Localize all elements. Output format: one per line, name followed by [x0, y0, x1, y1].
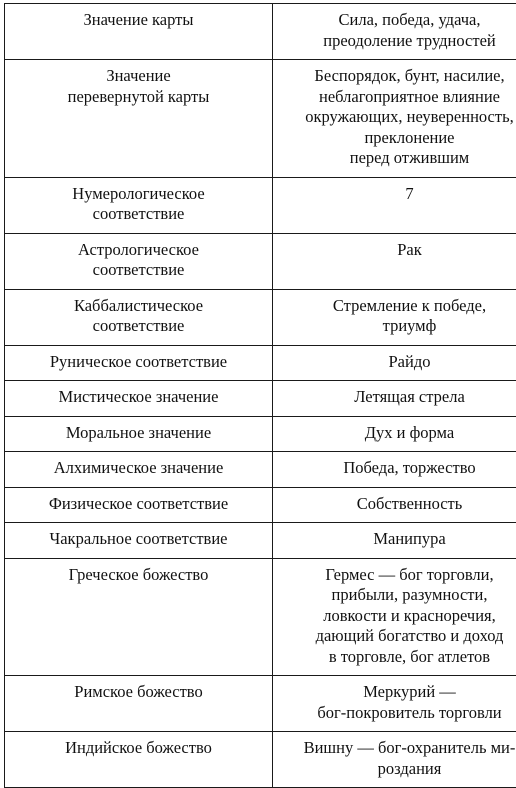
row-value: Сила, победа, удача, преодоление трудностей: [273, 4, 516, 60]
table-row: [5, 558, 516, 676]
table-row: [5, 452, 516, 488]
table-row: [5, 732, 516, 788]
row-label: Значение карты: [5, 4, 273, 60]
row-value: Меркурий — бог-покровитель торговли: [273, 676, 516, 732]
row-label: Астрологическое соответствие: [5, 233, 273, 289]
row-label: Греческое божество: [5, 558, 273, 676]
table-row: [5, 416, 516, 452]
row-value: Летящая стрела: [273, 381, 516, 417]
row-label: Индийское божество: [5, 732, 273, 788]
row-value: Вишну — бог-охранитель ми- роздания: [273, 732, 516, 788]
table-row: [5, 523, 516, 559]
row-value: 7: [273, 177, 516, 233]
row-value: Беспорядок, бунт, насилие, неблагоприятное влияние окружающих, неуверенность, преклонение перед отжившим: [273, 60, 516, 178]
table-row: [5, 233, 516, 289]
table-row: [5, 381, 516, 417]
row-value: Собственность: [273, 487, 516, 523]
row-value: Гермес — бог торговли, прибыли, разумности, ловкости и красноречия, дающий богатство и доход в торговле, бог атлетов: [273, 558, 516, 676]
row-label: Римское божество: [5, 676, 273, 732]
row-label: Каббалистическое соответствие: [5, 289, 273, 345]
table-row: [5, 345, 516, 381]
row-label: Значение перевернутой карты: [5, 60, 273, 178]
table-row: [5, 676, 516, 732]
row-label: Руническое соответствие: [5, 345, 273, 381]
card-correspondence-table: [4, 3, 516, 788]
row-value: Рак: [273, 233, 516, 289]
table-row: [5, 60, 516, 178]
row-value: Победа, торжество: [273, 452, 516, 488]
table-row: [5, 487, 516, 523]
row-label: Алхимическое значение: [5, 452, 273, 488]
table-row: [5, 289, 516, 345]
row-value: Манипура: [273, 523, 516, 559]
table-row: [5, 177, 516, 233]
row-label: Чакральное соответствие: [5, 523, 273, 559]
row-label: Нумерологическое соответствие: [5, 177, 273, 233]
row-label: Мистическое значение: [5, 381, 273, 417]
table-row: [5, 4, 516, 60]
row-value: Дух и форма: [273, 416, 516, 452]
row-label: Физическое соответствие: [5, 487, 273, 523]
row-value: Стремление к победе, триумф: [273, 289, 516, 345]
row-value: Райдо: [273, 345, 516, 381]
row-label: Моральное значение: [5, 416, 273, 452]
